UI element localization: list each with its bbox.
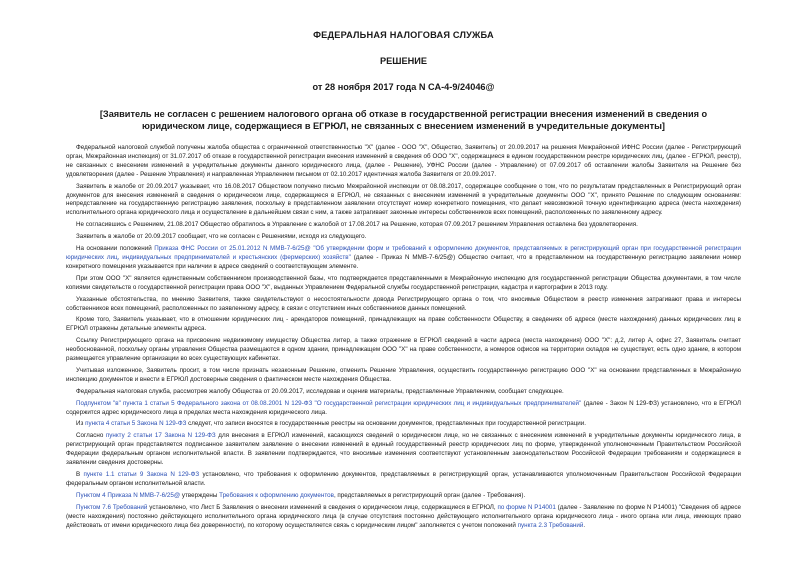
law-reference-link[interactable]: Пунктом 7.6 Требований xyxy=(76,503,148,511)
paragraph-text: Федеральной налоговой службой получены жалоба общества с ограниченной ответственностью "Х" (далее - ООО "Х", Общество, Заявитель) от 20.09.2017 на решения Межрайонной ИФНС России (далее - Регистрирующий орган, Межрайонная инспекция) от 31.07.2017 об отказе в государственной регистрации внесения изменений в сведения об ООО "Х", содержащиеся в едином государственном реестре юридических лиц, (далее - ЕГРЮЛ, реестр), не связанных с внесением изменений в учредительные документы данного юридического лица, (далее - Решение), УФНС России (далее - Управление) от 07.09.2017 об оставлении жалобы Заявителя на Решение без удовлетворения (далее - Решение Управления) и направленная Управлением письмом от 02.10.2017 идентичная жалоба Заявителя от 20.09.2017. xyxy=(66,144,741,178)
law-reference-link[interactable]: пункта 4 статьи 5 Закона N 129-ФЗ xyxy=(85,420,187,428)
document-date-number: от 28 ноября 2017 года N СА-4-9/24046@ xyxy=(312,82,495,92)
paragraph-text: для внесения в ЕГРЮЛ изменений, касающихся сведений о юридическом лице, но не связанных с внесением изменений в учредительные документы юридического лица, в регистрирующий орган представляется подписанное заявителем заявление о внесении изменений в единый государственный реестр юридических лиц по форме, утвержденной уполномоченным Правительством Российской Федерации федеральным органом исполнительной власти. В заявлении подтверждается, что вносимые изменения соответствуют установленным законодательством Российской Федерации требованиям и содержащиеся в заявлении сведения достоверны. xyxy=(66,432,742,467)
paragraph xyxy=(66,144,741,180)
paragraph xyxy=(66,233,741,242)
paragraph xyxy=(66,471,741,489)
paragraph-text: (далее - Закон N 129-ФЗ) установлено, что в ЕГРЮЛ содержится адрес юридического лица в пределах места нахождения юридического лица. xyxy=(66,399,741,416)
law-reference-link[interactable]: Пунктом 4 Приказа N ММВ-7-6/25@ xyxy=(76,491,181,499)
law-reference-link[interactable]: Подпунктом "в" пункта 1 статьи 5 Федерального закона от 08.08.2001 N 129-ФЗ "О государственной регистрации юридических лиц и индивидуальных предпринимателей" xyxy=(76,399,582,407)
law-reference-link[interactable]: по форме N Р14001 xyxy=(497,503,556,511)
paragraph xyxy=(66,221,741,230)
paragraph xyxy=(66,337,741,364)
paragraph-text: Согласно xyxy=(76,432,106,440)
paragraph xyxy=(66,296,741,314)
law-reference-link[interactable]: пункту 2 статьи 17 Закона N 129-ФЗ xyxy=(105,432,216,440)
paragraph-text: Не согласившись с Решением, 21.08.2017 Общество обратилось в Управление с жалобой от 17.08.2017 на Решение, которая 07.09.2017 решением Управления оставлена без удовлетворения. xyxy=(76,221,638,229)
paragraph-text: , представляемых в регистрирующий орган (далее - Требования). xyxy=(333,491,526,499)
law-reference-link[interactable]: Требования к оформлению документов xyxy=(219,491,334,499)
paragraph-text: Из xyxy=(76,420,86,428)
paragraph xyxy=(66,432,741,468)
law-reference-link[interactable]: Приказа ФНС России от 25.01.2012 N ММВ-7-6/25@ "Об утверждении форм и требований к оформлению документов, представляемых в регистрирующий орган при государственной регистрации юридических лиц, индивидуальных предпринимателей и крестьянских (фермерских) хозяйств" xyxy=(66,245,741,261)
paragraph xyxy=(66,275,741,293)
paragraph-text: следует, что записи вносятся в государственные реестры на основании документов, представленных при государственной регистрации. xyxy=(186,420,587,428)
paragraph xyxy=(66,420,741,429)
law-reference-link[interactable]: пункте 1.1 статьи 9 Закона N 129-ФЗ xyxy=(83,471,200,478)
agency-name: ФЕДЕРАЛЬНАЯ НАЛОГОВАЯ СЛУЖБА xyxy=(313,30,494,40)
paragraph xyxy=(66,400,741,418)
paragraph xyxy=(66,316,741,334)
paragraph-text: При этом ООО "Х" является единственным собственником производственной базы, что подтверждается представленными в Межрайонную инспекцию для государственной регистрации Общества документами, в том числе копиями свидетельств о государственной регистрации права ООО "Х", выданных Управлением Федеральной службы государственной регистрации, кадастра и картографии в 2013 году. xyxy=(66,274,741,291)
paragraph xyxy=(66,504,741,531)
document-title: [Заявитель не согласен с решением налогового органа об отказе в государственной регистрации внесения изменений в сведения о юридическом лице, содержащиеся в ЕГРЮЛ, не связанных с внесением изменений в учредительные документы] xyxy=(99,109,708,131)
paragraph-text: (далее - Заявление по форме N Р14001) "Сведения об адресе (месте нахождения) постоянно действующего исполнительного органа юридического лица (в случае отсутствия постоянно действующего исполнительного органа юридического лица - иного органа или лица, имеющих право действовать от имени юридического лица без доверенности), по которому осуществляется связь с юридическим лицом" заполняется с учетом положений xyxy=(66,503,742,529)
paragraph xyxy=(66,388,741,397)
law-reference-link[interactable]: пункта 2.3 Требований xyxy=(517,521,584,529)
paragraph-text: . xyxy=(583,521,586,529)
paragraph-text: Заявитель в жалобе от 20.09.2017 сообщает, что не согласен с Решениями, исходя из следующего. xyxy=(76,233,367,241)
paragraph-text: Указанные обстоятельства, по мнению Заявителя, также свидетельствуют о несостоятельности довода Регистрирующего органа о том, что вносимые Обществом в реестр изменения затрагивают права и интересы собственников всех помещений, расположенных по заявленному адресу, в связи с отсутствием иных собственников данных помещений. xyxy=(66,295,741,312)
document-body xyxy=(66,144,741,530)
paragraph-text: Кроме того, Заявитель указывает, что в отношении юридических лиц - арендаторов помещений, принадлежащих на праве собственности Обществу, в сведениях об адресе (месте нахождения) данных юридических лиц в ЕГРЮЛ отражены детальные элементы адреса. xyxy=(66,316,741,333)
paragraph-text: утверждены xyxy=(180,491,220,499)
paragraph-text: Федеральная налоговая служба, рассмотрев жалобу Общества от 20.09.2017, исследовав и оценив материалы, представленные Управлением, сообщает следующее. xyxy=(76,387,564,395)
paragraph xyxy=(66,183,741,219)
paragraph-text: (далее - Приказ N ММВ-7-6/25@) Общество считает, что в представленном на государственную регистрацию заявлении номер конкретного помещения указывается при наличии в адресе сведений о соответствующем элементе. xyxy=(66,253,741,270)
paragraph xyxy=(66,492,741,501)
document-type: РЕШЕНИЕ xyxy=(380,56,427,66)
paragraph-text: Учитывая изложенное, Заявитель просит, в том числе признать незаконным Решение, отменить Решение Управления, осуществить государственную регистрацию ООО "Х" на основании представленных в Межрайонную инспекцию документов и внести в ЕГРЮЛ достоверные сведения о фактическом месте нахождения Общества. xyxy=(66,366,741,383)
paragraph-text: В xyxy=(76,471,84,478)
paragraph-text: установлено, что требования к оформлению документов, представляемых в регистрирующий орган, устанавливаются уполномоченным Правительством Российской Федерации федеральным органом исполнительной власти. xyxy=(66,471,742,487)
paragraph-text: Заявитель в жалобе от 20.09.2017 указывает, что 16.08.2017 Обществом получено письмо Межрайонной инспекции от 08.08.2017, содержащее сообщение о том, что по результатам представленных в Регистрирующий орган документов для внесения изменений в сведения о юридическом лице, содержащиеся в ЕГРЮЛ, не связанных с внесением изменений в учредительные документы ООО "Х", принято Решение по следующим основаниям: непредставление на государственную регистрацию заявления, поскольку в представленном заявлении отсутствует номер конкретного помещения, что делает невозможной точную идентификацию адреса (места нахождения) исполнительного органа юридического лица и осуществление в дальнейшем связи с ним, а также затрагивает законные интересы собственников всех помещений, расположенных по заявленному адресу. xyxy=(66,182,741,217)
paragraph-text: Ссылку Регистрирующего органа на присвоение недвижимому имуществу Общества литер, а также отражение в ЕГРЮЛ сведений в части адреса (места нахождения) ООО "Х": д.2, литер А, офис 27, Заявитель считает необоснованной, поскольку органы управления Общества размещаются в одном здании, принадлежащем ООО "Х" на праве собственности, а номеров офисов на территории складов не существует, есть одно здание, в котором размещается управление организации во всех существующих кабинетах. xyxy=(66,337,741,363)
paragraph-text: установлено, что Лист Б Заявления о внесении изменений в сведения о юридическом лице, содержащиеся в ЕГРЮЛ, xyxy=(147,503,498,511)
paragraph xyxy=(66,245,741,272)
paragraph xyxy=(66,367,741,385)
paragraph-text: На основании положений xyxy=(76,245,155,253)
